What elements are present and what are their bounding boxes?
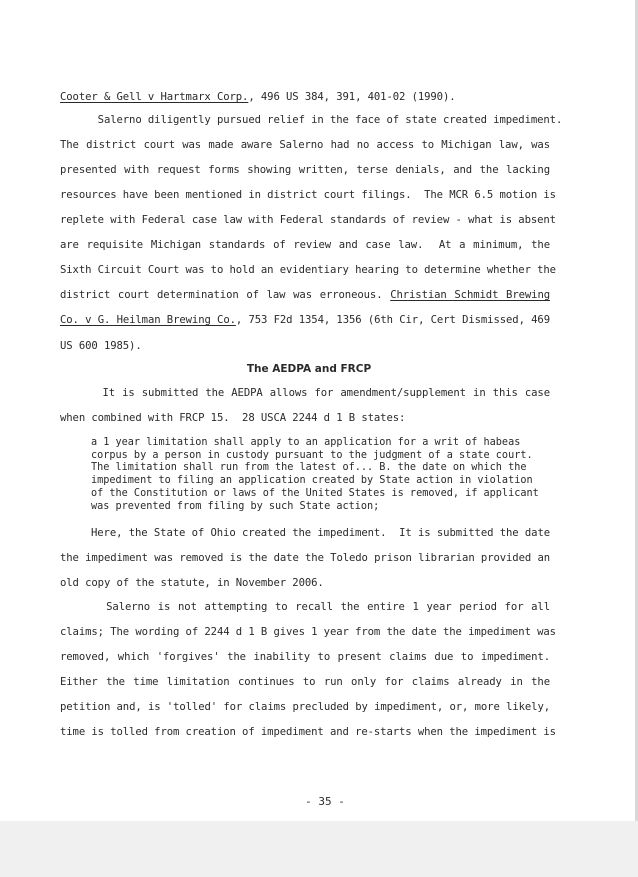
body-line: Either the time limitation continues to run only for claims already in the <box>60 676 550 688</box>
quote-line: corpus by a person in custody pursuant to the judgment of a state court. <box>91 450 533 461</box>
body-text: district court determination of law was erroneous. <box>60 289 391 301</box>
body-line: The district court was made aware Salerno had no access to Michigan law, was <box>60 139 550 151</box>
body-line: presented with request forms showing written, terse denials, and the lacking <box>60 164 550 176</box>
page-number: - 35 - <box>305 795 345 808</box>
body-line: replete with Federal case law with Federal standards of review - what is absent <box>60 214 556 226</box>
quote-line: The limitation shall run from the latest of... B. the date on which the <box>91 462 527 473</box>
citation-text: , 496 US 384, 391, 401-02 (1990). <box>248 91 456 103</box>
citation-line <box>60 91 550 104</box>
body-line <box>60 314 550 327</box>
quote-line: a 1 year limitation shall apply to an application for a writ of habeas <box>91 437 521 448</box>
body-line: Salerno diligently pursued relief in the face of state created impediment. <box>60 114 563 126</box>
body-line: US 600 1985). <box>60 340 142 352</box>
section-heading: The AEDPA and FRCP <box>246 363 372 375</box>
body-line: Salerno is not attempting to recall the entire 1 year period for all <box>60 601 550 613</box>
quote-line: was prevented from filing by such State action; <box>91 501 380 512</box>
body-line <box>60 289 550 302</box>
body-line: resources have been mentioned in district court filings. The MCR 6.5 motion is <box>60 189 556 201</box>
body-line: removed, which 'forgives' the inability to present claims due to impediment. <box>60 651 550 663</box>
case-name: Cooter & Gell v Hartmarx Corp. <box>60 91 249 103</box>
body-line: Here, the State of Ohio created the impediment. It is submitted the date <box>91 527 550 539</box>
body-line: It is submitted the AEDPA allows for amendment/supplement in this case <box>60 387 550 399</box>
scan-bottom-band <box>0 821 638 877</box>
body-line: the impediment was removed is the date the Toledo prison librarian provided an <box>60 552 550 564</box>
citation-text: , 753 F2d 1354, 1356 (6th Cir, Cert Dismissed, 469 <box>235 314 550 326</box>
body-line: petition and, is 'tolled' for claims precluded by impediment, or, more likely, <box>60 701 550 713</box>
body-line: Sixth Circuit Court was to hold an evidentiary hearing to determine whether the <box>60 264 556 276</box>
body-line: are requisite Michigan standards of review and case law. At a minimum, the <box>60 239 550 251</box>
case-name: Co. v G. Heilman Brewing Co. <box>60 314 236 326</box>
body-line: old copy of the statute, in November 2006. <box>60 577 324 589</box>
body-line: when combined with FRCP 15. 28 USCA 2244 d 1 B states: <box>60 412 406 424</box>
quote-line: impediment to filing an application created by State action in violation <box>91 475 533 486</box>
case-name: Christian Schmidt Brewing <box>390 289 550 301</box>
body-line: claims; The wording of 2244 d 1 B gives 1 year from the date the impediment was <box>60 626 556 638</box>
quote-line: of the Constitution or laws of the United States is removed, if applicant <box>91 488 539 499</box>
body-line: time is tolled from creation of impediment and re-starts when the impediment is <box>60 726 556 738</box>
